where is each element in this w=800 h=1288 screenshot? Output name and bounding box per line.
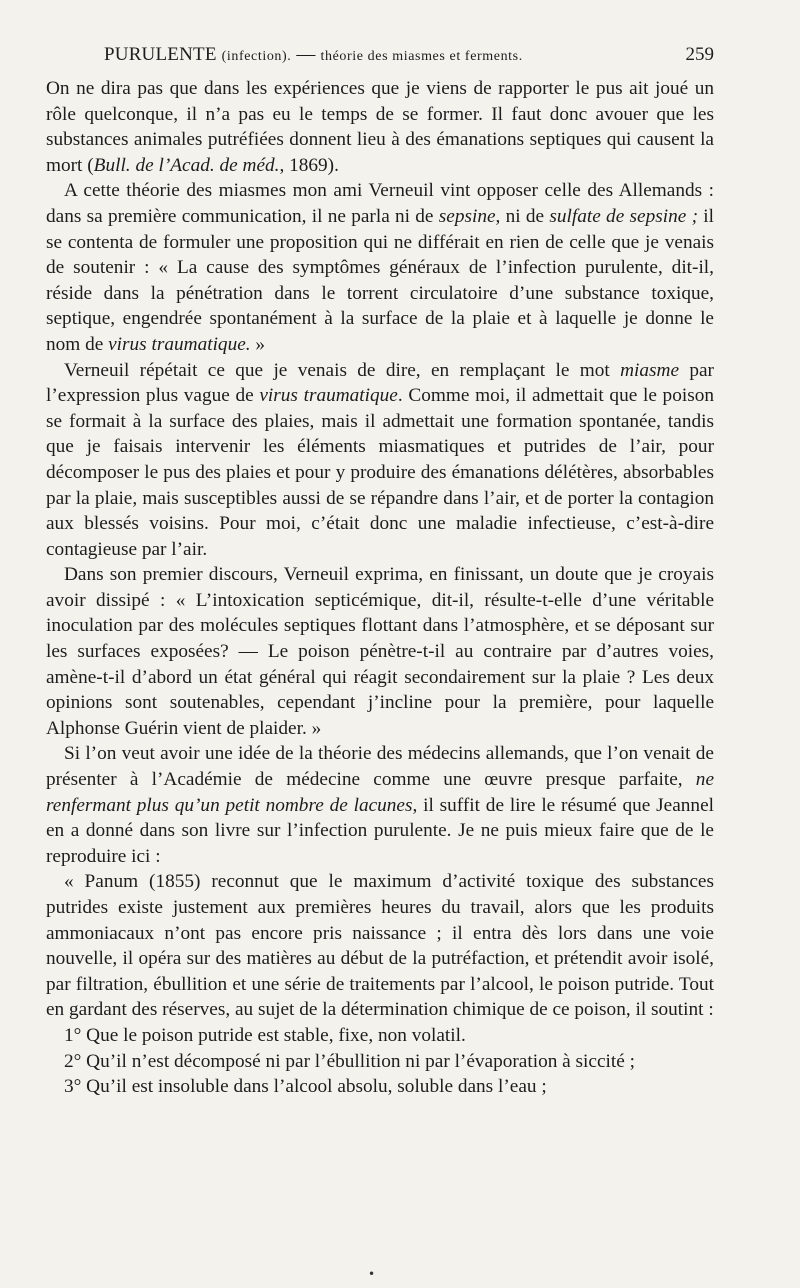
header-title: PURULENTE [104, 44, 217, 65]
paragraph [46, 1023, 714, 1049]
paragraph [46, 869, 714, 1023]
text-run: Si l’on veut avoir une idée de la théorie des médecins allemands, que l’on venait de présenter à l’Académie de médecine comme une œuvre presque parfaite, [46, 743, 714, 791]
paragraph [46, 562, 714, 741]
text-run: , ni de [495, 205, 550, 227]
italic-text: Bull. de l’Acad. de méd. [93, 154, 280, 176]
text-run: , 1869). [279, 154, 339, 176]
italic-text: virus traumatique. [108, 333, 251, 355]
paragraph [46, 358, 714, 563]
text-run: , il suffit de lire le résumé que Jeannel en a donné dans son livre sur l’infection purulente. Je ne puis mieux faire que de le reproduire ici : [46, 794, 714, 867]
header-subtitle: (infection). [221, 49, 292, 64]
running-header [104, 44, 714, 66]
text-run: 1° Que le poison putride est stable, fixe, non volatil. [64, 1024, 466, 1046]
text-run: par l’expression plus vague de [46, 359, 714, 407]
text-run: » [250, 333, 266, 355]
paragraph [46, 741, 714, 869]
header-dash: — [296, 44, 316, 65]
page-number: 259 [685, 44, 714, 65]
italic-text: virus traumatique [259, 385, 398, 407]
text-run: On ne dira pas que dans les expériences que je viens de rapporter le pus ait joué un rôle quelconque, il n’a pas eu le temps de se former. Il faut donc avouer que les substances animales putréfiées donnent lieu à des émanations septiques qui causent la mort ( [46, 78, 714, 176]
text-run: A cette théorie des miasmes mon ami Verneuil vint opposer celle des Allemands : dans sa première communication, il ne parla ni de [46, 180, 714, 227]
paragraph [46, 76, 714, 178]
text-run: 2° Qu’il n’est décomposé ni par l’ébullition ni par l’évaporation à siccité ; [64, 1050, 635, 1072]
italic-text: sulfate de sepsine ; [549, 205, 698, 227]
text-run: il se contenta de formuler une proposition qui ne différait en rien de celle que je venais de soutenir : « La cause des symptômes généraux de l’infection purulente, dit-il, réside dans la pénétration dans le torrent circulatoire d’une substance toxique, septique, engendrée spontanément à la surface de la plaie et à laquelle je donne le nom de [46, 205, 714, 355]
text-run: Dans son premier discours, Verneuil exprima, en finissant, un doute que je croyais avoir dissipé : « L’intoxication septicémique, dit-il, résulte-t-elle d’une véritable inoculation par des molécules septiques flottant dans l’atmosphère, et se déposant sur les surfaces exposées? — Le poison pénètre-t-il au contraire par d’autres voies, amène-t-il d’abord un état général qui réagit secondairement sur la plaie ? Les deux opinions sont soutenables, cependant j’incline pour la première, pour laquelle Alphonse Guérin vient de plaider. » [46, 564, 714, 739]
paragraph [46, 1049, 714, 1075]
header-title-group [104, 44, 523, 66]
italic-text: miasme [620, 359, 680, 381]
body-text [46, 76, 714, 1100]
paragraph [46, 178, 714, 357]
italic-text: sepsine [438, 205, 496, 227]
header-section: théorie des miasmes et ferments. [320, 49, 523, 64]
text-run: « Panum (1855) reconnut que le maximum d’activité toxique des substances putrides existe justement aux premières heures du travail, alors que les produits ammoniacaux n’ont pas encore pris naissance ; il entra dès lors dans une voie nouvelle, il opéra sur des matières au début de la putréfaction, et prétendit avoir isolé, par filtration, ébullition et une série de traitements par l’alcool, le poison putride. Tout en gardant des réserves, au sujet de la détermination chimique de ce poison, il soutint : [46, 871, 714, 1021]
footer-mark: • [368, 1267, 376, 1281]
italic-text: ne renfermant plus qu’un petit nombre de lacunes [46, 769, 714, 816]
paragraph [46, 1074, 714, 1100]
text-run: Verneuil répétait ce que je venais de dire, en remplaçant le mot [64, 359, 621, 381]
text-run: 3° Qu’il est insoluble dans l’alcool absolu, soluble dans l’eau ; [64, 1076, 547, 1098]
text-run: . Comme moi, il admettait que le poison se formait à la surface des plaies, mais il admettait une formation spontanée, tandis que je faisais intervenir les éléments miasmatiques et putrides de l’air, pour décomposer le pus des plaies et pour y produire des émanations délétères, absorbables par la plaie, mais susceptibles aussi de se répandre dans l’air, et de porter la contagion aux blessés voisins. Pour moi, c’était donc une maladie infectieuse, c’est-à-dire contagieuse par l’air. [46, 385, 714, 560]
